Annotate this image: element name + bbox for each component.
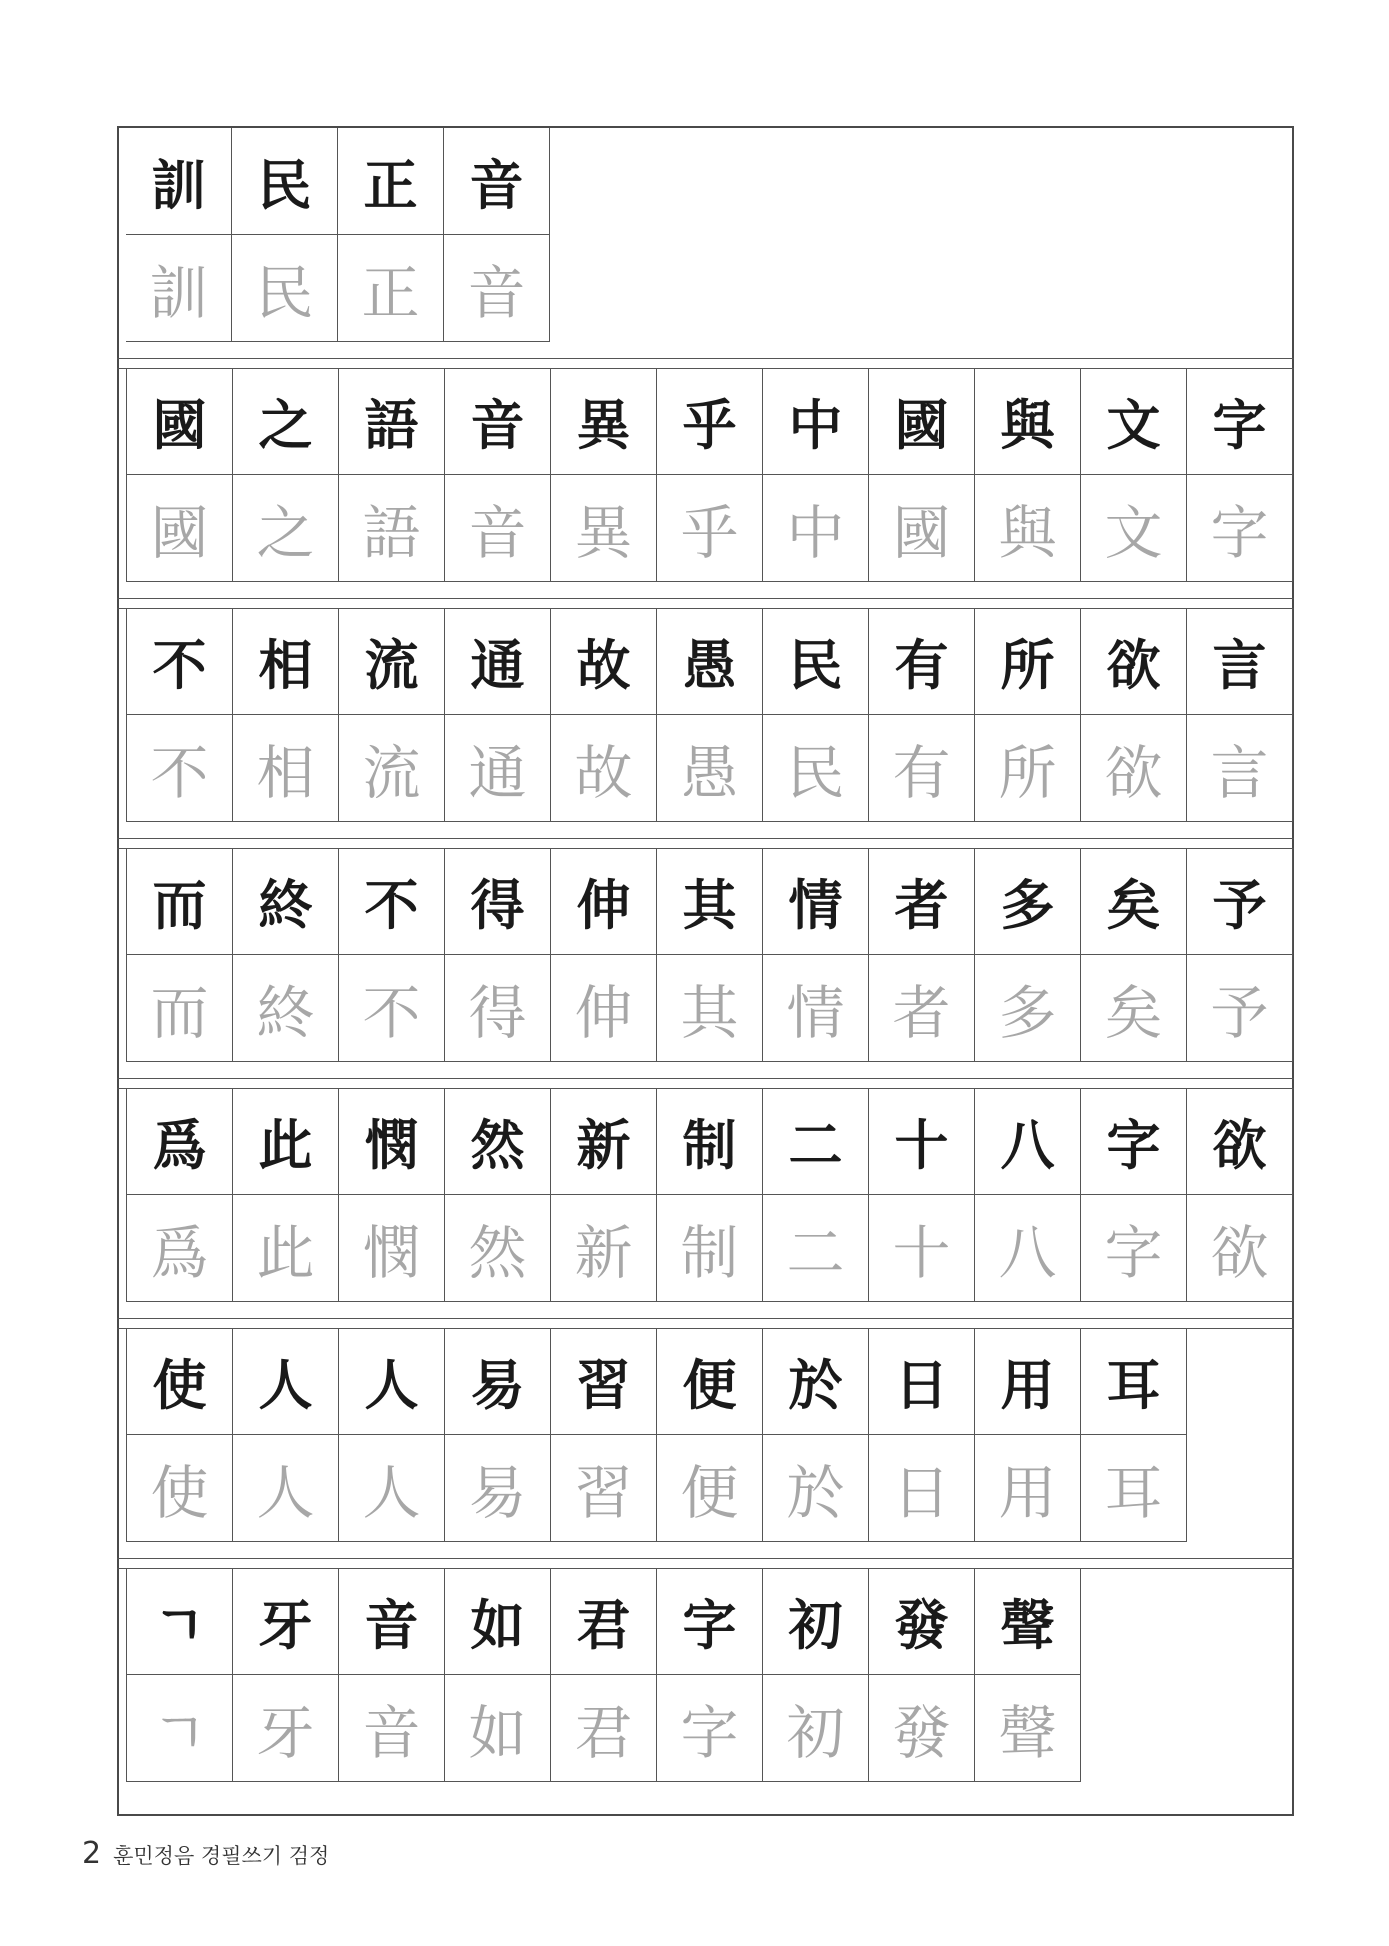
character-cell — [975, 848, 1081, 1062]
traced-character[interactable]: 國 — [127, 475, 232, 582]
traced-character[interactable]: 國 — [869, 475, 974, 582]
traced-character[interactable]: 字 — [657, 1675, 762, 1782]
traced-character[interactable]: 愚 — [657, 715, 762, 822]
character-cell — [1081, 1088, 1187, 1302]
model-character: 其 — [657, 848, 762, 955]
character-cell — [445, 1088, 551, 1302]
model-character: 八 — [975, 1088, 1080, 1195]
character-cell — [869, 848, 975, 1062]
practice-row — [117, 1078, 1294, 1320]
traced-character[interactable]: 予 — [1187, 955, 1292, 1062]
character-grid — [126, 1328, 1187, 1542]
character-cell — [551, 1328, 657, 1542]
character-cell — [975, 368, 1081, 582]
character-cell — [1187, 848, 1293, 1062]
traced-character[interactable]: 終 — [233, 955, 338, 1062]
model-character: ㄱ — [127, 1568, 232, 1675]
character-grid — [126, 128, 550, 342]
traced-character[interactable]: 有 — [869, 715, 974, 822]
traced-character[interactable]: 不 — [339, 955, 444, 1062]
traced-character[interactable]: 新 — [551, 1195, 656, 1302]
character-grid — [126, 1088, 1293, 1302]
model-character: 字 — [657, 1568, 762, 1675]
traced-character[interactable]: 流 — [339, 715, 444, 822]
model-character: 與 — [975, 368, 1080, 475]
character-cell — [339, 1088, 445, 1302]
character-cell — [126, 128, 232, 342]
traced-character[interactable]: 民 — [232, 235, 337, 342]
traced-character[interactable]: 其 — [657, 955, 762, 1062]
model-character: 爲 — [127, 1088, 232, 1195]
character-cell — [1081, 368, 1187, 582]
traced-character[interactable]: 得 — [445, 955, 550, 1062]
character-cell — [657, 848, 763, 1062]
traced-character[interactable]: 使 — [127, 1435, 232, 1542]
character-cell — [869, 608, 975, 822]
model-character: 發 — [869, 1568, 974, 1675]
traced-character[interactable]: 音 — [445, 475, 550, 582]
traced-character[interactable]: 耳 — [1081, 1435, 1186, 1542]
model-character: 通 — [445, 608, 550, 715]
model-character: 之 — [233, 368, 338, 475]
model-character: 十 — [869, 1088, 974, 1195]
model-character: 相 — [233, 608, 338, 715]
traced-character[interactable]: 此 — [233, 1195, 338, 1302]
model-character: 民 — [232, 128, 337, 235]
character-cell — [233, 368, 339, 582]
row-divider — [117, 1558, 1294, 1559]
character-cell — [869, 1568, 975, 1782]
model-character: 習 — [551, 1328, 656, 1435]
traced-character[interactable]: 音 — [339, 1675, 444, 1782]
traced-character[interactable]: 易 — [445, 1435, 550, 1542]
model-character: 初 — [763, 1568, 868, 1675]
traced-character[interactable]: 牙 — [233, 1675, 338, 1782]
traced-character[interactable]: 矣 — [1081, 955, 1186, 1062]
character-cell — [869, 1328, 975, 1542]
character-cell — [233, 608, 339, 822]
traced-character[interactable]: 民 — [763, 715, 868, 822]
traced-character[interactable]: 用 — [975, 1435, 1080, 1542]
model-character: 人 — [233, 1328, 338, 1435]
model-character: 言 — [1187, 608, 1292, 715]
traced-character[interactable]: 人 — [233, 1435, 338, 1542]
character-grid — [126, 368, 1293, 582]
character-grid — [126, 848, 1293, 1062]
model-character: 欲 — [1081, 608, 1186, 715]
character-cell — [975, 608, 1081, 822]
traced-character[interactable]: 相 — [233, 715, 338, 822]
model-character: 有 — [869, 608, 974, 715]
character-cell — [127, 608, 233, 822]
character-cell — [233, 848, 339, 1062]
model-character: 情 — [763, 848, 868, 955]
model-character: 得 — [445, 848, 550, 955]
practice-row — [117, 1558, 1294, 1800]
character-cell — [233, 1328, 339, 1542]
traced-character[interactable]: 君 — [551, 1675, 656, 1782]
character-cell — [338, 128, 444, 342]
traced-character[interactable]: 人 — [339, 1435, 444, 1542]
traced-character[interactable]: 所 — [975, 715, 1080, 822]
character-cell — [975, 1088, 1081, 1302]
traced-character[interactable]: 聲 — [975, 1675, 1080, 1782]
row-divider — [117, 838, 1294, 839]
character-cell — [763, 1568, 869, 1782]
traced-character[interactable]: 多 — [975, 955, 1080, 1062]
character-cell — [551, 1088, 657, 1302]
model-character: 伸 — [551, 848, 656, 955]
practice-row — [117, 838, 1294, 1080]
model-character: 愚 — [657, 608, 762, 715]
traced-character[interactable]: 與 — [975, 475, 1080, 582]
model-character: 予 — [1187, 848, 1292, 955]
model-character: 流 — [339, 608, 444, 715]
traced-character[interactable]: 情 — [763, 955, 868, 1062]
model-character: 新 — [551, 1088, 656, 1195]
character-cell — [763, 368, 869, 582]
traced-character[interactable]: 故 — [551, 715, 656, 822]
model-character: 二 — [763, 1088, 868, 1195]
traced-character[interactable]: 憫 — [339, 1195, 444, 1302]
character-cell — [127, 1088, 233, 1302]
character-cell — [551, 368, 657, 582]
character-cell — [445, 1568, 551, 1782]
character-cell — [657, 1088, 763, 1302]
model-character: 字 — [1187, 368, 1292, 475]
model-character: 國 — [127, 368, 232, 475]
page-number: 2 — [82, 1836, 102, 1871]
model-character: 異 — [551, 368, 656, 475]
traced-character[interactable]: 爲 — [127, 1195, 232, 1302]
traced-character[interactable]: 乎 — [657, 475, 762, 582]
character-cell — [551, 608, 657, 822]
model-character: 文 — [1081, 368, 1186, 475]
model-character: 所 — [975, 608, 1080, 715]
traced-character[interactable]: 語 — [339, 475, 444, 582]
traced-character[interactable]: 制 — [657, 1195, 762, 1302]
traced-character[interactable]: 不 — [127, 715, 232, 822]
character-cell — [1187, 368, 1293, 582]
character-cell — [444, 128, 550, 342]
model-character: 中 — [763, 368, 868, 475]
traced-character[interactable]: 者 — [869, 955, 974, 1062]
character-cell — [763, 1328, 869, 1542]
traced-character[interactable]: 音 — [444, 235, 549, 342]
row-divider — [117, 1078, 1294, 1079]
character-cell — [127, 368, 233, 582]
character-cell — [763, 1088, 869, 1302]
traced-character[interactable]: 之 — [233, 475, 338, 582]
traced-character[interactable]: 習 — [551, 1435, 656, 1542]
model-character: 音 — [444, 128, 549, 235]
traced-character[interactable]: 便 — [657, 1435, 762, 1542]
model-character: 制 — [657, 1088, 762, 1195]
traced-character[interactable]: 欲 — [1081, 715, 1186, 822]
model-character: 欲 — [1187, 1088, 1292, 1195]
model-character: 牙 — [233, 1568, 338, 1675]
model-character: 聲 — [975, 1568, 1080, 1675]
practice-row — [117, 1318, 1294, 1560]
traced-character[interactable]: 然 — [445, 1195, 550, 1302]
model-character: 音 — [445, 368, 550, 475]
row-divider — [117, 598, 1294, 599]
character-cell — [127, 1568, 233, 1782]
traced-character[interactable]: 中 — [763, 475, 868, 582]
traced-character[interactable]: 二 — [763, 1195, 868, 1302]
character-cell — [975, 1568, 1081, 1782]
character-cell — [339, 608, 445, 822]
traced-character[interactable]: 異 — [551, 475, 656, 582]
character-cell — [1187, 1088, 1293, 1302]
page-footer — [82, 1836, 329, 1871]
model-character: 字 — [1081, 1088, 1186, 1195]
traced-character[interactable]: 十 — [869, 1195, 974, 1302]
model-character: 用 — [975, 1328, 1080, 1435]
traced-character[interactable]: 訓 — [126, 235, 231, 342]
book-title: 훈민정음 경필쓰기 검정 — [113, 1844, 330, 1868]
model-character: 如 — [445, 1568, 550, 1675]
character-cell — [657, 1328, 763, 1542]
traced-character[interactable]: 文 — [1081, 475, 1186, 582]
character-cell — [975, 1328, 1081, 1542]
traced-character[interactable]: 日 — [869, 1435, 974, 1542]
model-character: 國 — [869, 368, 974, 475]
character-cell — [445, 368, 551, 582]
model-character: 不 — [339, 848, 444, 955]
row-divider — [117, 358, 1294, 359]
practice-row — [117, 358, 1294, 600]
model-character: 音 — [339, 1568, 444, 1675]
model-character: 乎 — [657, 368, 762, 475]
traced-character[interactable]: 於 — [763, 1435, 868, 1542]
model-character: 憫 — [339, 1088, 444, 1195]
traced-character[interactable]: ㄱ — [127, 1675, 232, 1782]
practice-row — [117, 128, 1294, 370]
model-character: 君 — [551, 1568, 656, 1675]
model-character: 然 — [445, 1088, 550, 1195]
character-cell — [127, 848, 233, 1062]
character-cell — [445, 848, 551, 1062]
traced-character[interactable]: 正 — [338, 235, 443, 342]
model-character: 耳 — [1081, 1328, 1186, 1435]
character-cell — [233, 1568, 339, 1782]
model-character: 便 — [657, 1328, 762, 1435]
character-cell — [233, 1088, 339, 1302]
character-cell — [763, 848, 869, 1062]
character-cell — [551, 1568, 657, 1782]
traced-character[interactable]: 發 — [869, 1675, 974, 1782]
character-cell — [339, 1568, 445, 1782]
character-grid — [126, 1568, 1081, 1782]
character-cell — [657, 608, 763, 822]
row-divider — [117, 1318, 1294, 1319]
model-character: 訓 — [126, 128, 231, 235]
character-cell — [339, 848, 445, 1062]
character-grid — [126, 608, 1293, 822]
model-character: 不 — [127, 608, 232, 715]
model-character: 易 — [445, 1328, 550, 1435]
character-cell — [1187, 608, 1293, 822]
traced-character[interactable]: 初 — [763, 1675, 868, 1782]
character-cell — [763, 608, 869, 822]
model-character: 民 — [763, 608, 868, 715]
character-cell — [869, 368, 975, 582]
model-character: 語 — [339, 368, 444, 475]
character-cell — [232, 128, 338, 342]
traced-character[interactable]: 伸 — [551, 955, 656, 1062]
model-character: 使 — [127, 1328, 232, 1435]
model-character: 於 — [763, 1328, 868, 1435]
traced-character[interactable]: 字 — [1081, 1195, 1186, 1302]
model-character: 日 — [869, 1328, 974, 1435]
character-cell — [1081, 848, 1187, 1062]
model-character: 此 — [233, 1088, 338, 1195]
character-cell — [339, 1328, 445, 1542]
character-cell — [445, 1328, 551, 1542]
model-character: 正 — [338, 128, 443, 235]
character-cell — [339, 368, 445, 582]
character-cell — [869, 1088, 975, 1302]
traced-character[interactable]: 八 — [975, 1195, 1080, 1302]
model-character: 而 — [127, 848, 232, 955]
traced-character[interactable]: 欲 — [1187, 1195, 1292, 1302]
character-cell — [127, 1328, 233, 1542]
character-cell — [1081, 608, 1187, 822]
model-character: 人 — [339, 1328, 444, 1435]
model-character: 多 — [975, 848, 1080, 955]
practice-row — [117, 598, 1294, 840]
traced-character[interactable]: 而 — [127, 955, 232, 1062]
traced-character[interactable]: 言 — [1187, 715, 1292, 822]
model-character: 終 — [233, 848, 338, 955]
model-character: 矣 — [1081, 848, 1186, 955]
character-cell — [657, 368, 763, 582]
character-cell — [551, 848, 657, 1062]
traced-character[interactable]: 如 — [445, 1675, 550, 1782]
traced-character[interactable]: 字 — [1187, 475, 1292, 582]
model-character: 故 — [551, 608, 656, 715]
character-cell — [1081, 1328, 1187, 1542]
character-cell — [657, 1568, 763, 1782]
traced-character[interactable]: 通 — [445, 715, 550, 822]
model-character: 者 — [869, 848, 974, 955]
character-cell — [445, 608, 551, 822]
